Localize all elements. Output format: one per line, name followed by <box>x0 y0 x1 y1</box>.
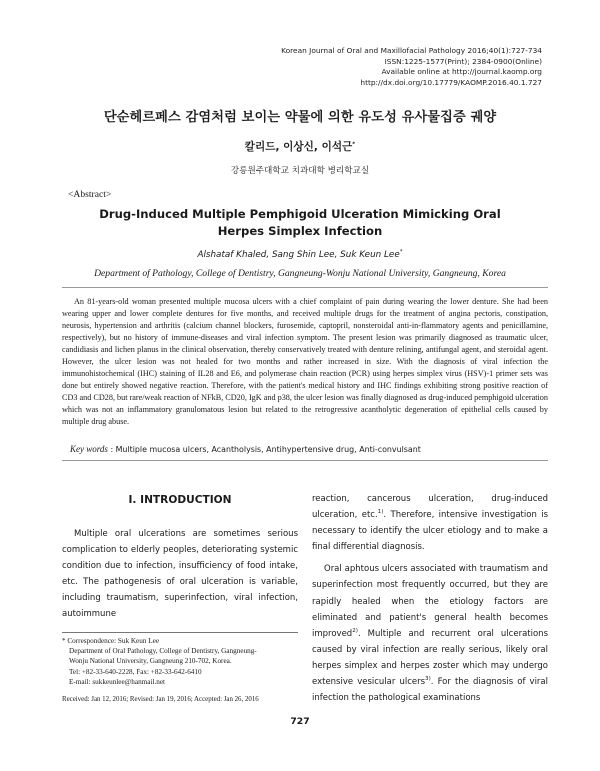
korean-author-mark: * <box>352 141 356 148</box>
intro-p2-text-b: . Therefore, intensive investigation is necessary to identify the ulcer etiology and to make a final differential diagnosis. <box>312 510 549 553</box>
footnote-line-2: Department of Oral Pathology, College of Dentistry, Gangneung- <box>69 647 257 656</box>
english-author-mark: * <box>399 249 403 256</box>
korean-title: 단순헤르페스 감염처럼 보이는 약물에 의한 유도성 유사물집증 궤양 <box>103 110 497 125</box>
english-title-line2: Herpes Simplex Infection <box>217 223 383 238</box>
footnote-line-4: Tel: +82-33-640-2228, Fax: +82-33-642-6410 <box>69 667 202 676</box>
abstract-bottom-rule <box>62 460 548 461</box>
footnote-line-1: * Correspondence: Suk Keun Lee <box>62 637 160 645</box>
received-dates: Received: Jan 12, 2016; Revised: Jan 19, 2016; Accepted: Jan 26, 2016 <box>62 696 259 703</box>
abstract-tag: <Abstract> <box>68 189 112 200</box>
journal-citation: Korean Journal of Oral and Maxillofacial Pathology 2016;40(1):727-734 <box>281 46 542 55</box>
reference-3: 3) <box>425 676 431 683</box>
korean-authors <box>0 139 600 154</box>
intro-p3-text-c: . For the diagnosis of viral infection the pathological examinations <box>312 677 548 704</box>
page-number: 727 <box>290 716 310 727</box>
intro-p2-text-a: reaction, cancerous ulceration, drug-induced ulceration, etc. <box>312 494 548 521</box>
english-affiliation: Department of Pathology, College of Dentistry, Gangneung-Wonju National University, Gangneung, Korea <box>94 268 506 279</box>
reference-2: 2) <box>352 627 358 634</box>
keywords <box>70 444 550 454</box>
keywords-list: : Multiple mucosa ulcers, Acantholysis, Antihypertensive drug, Anti-convulsant <box>110 445 421 454</box>
korean-affiliation: 강릉원주대학교 치과대학 병리학교실 <box>230 166 370 176</box>
english-title <box>0 206 600 240</box>
intro-paragraph-3 <box>312 561 548 706</box>
journal-header <box>281 46 542 88</box>
reference-1: 1) <box>377 509 384 516</box>
keywords-label: Key words <box>70 444 108 454</box>
intro-p3-text-b: . Multiple and recurrent oral ulcerations caused by viral infection are really serious, likely oral herpes simplex and herpes zoster which may undergo extensive vesicular ulcers <box>312 628 548 688</box>
english-authors <box>0 250 600 260</box>
journal-available: Available online at http://journal.kaomp.org <box>381 67 542 77</box>
intro-paragraph-1: Multiple oral ulcerations are sometimes serious complication to elderly peoples, deteriorating systemic condition due to infection, insufficiency of food intake, etc. The pathogenesis of oral ulceration is variable, including traumatism, superinfection, viral infection, autoimmune <box>62 529 298 620</box>
footnote-email: E-mail: sukkeunlee@hanmail.net <box>69 677 166 686</box>
english-author-names: Alshataf Khaled, Sang Shin Lee, Suk Keun Lee <box>197 250 400 260</box>
journal-doi: http://dx.doi.org/10.17779/KAOMP.2016.40.1.727 <box>360 77 542 87</box>
right-column <box>312 491 548 706</box>
left-column <box>62 526 298 623</box>
korean-author-names: 칼리드, 이상신, 이석근 <box>244 141 353 153</box>
footnote-line-3: Wonju National University, Gangneung 210-702, Korea. <box>69 657 232 666</box>
journal-issn: ISSN:1225-1577(Print); 2384-0900(Online) <box>384 56 542 66</box>
abstract-top-rule <box>62 287 548 288</box>
footnote-rule <box>62 632 298 633</box>
intro-paragraph-2 <box>312 491 548 555</box>
section-heading-introduction: Ⅰ. INTRODUCTION <box>128 494 232 506</box>
intro-p3-text-a: Oral aphtous ulcers associated with traumatism and superinfection most frequently occurred, but they are rapidly healed when the etiology factors are eliminated and patient's general health becomes improved <box>312 564 548 639</box>
english-title-line1: Drug-Induced Multiple Pemphigoid Ulceration Mimicking Oral <box>99 207 501 221</box>
abstract-body: An 81-years-old woman presented multiple mucosa ulcers with a chief complaint of pain during wearing the lower denture. She had been wearing upper and lower complete dentures for five months, and received multiple drugs for the treatment of angina pectoris, constipation, neurosis, hypertension and arthritis (calcium channel blockers, furosemide, captopril, nonsteroidal anti-in-flammatory agents and penicillamine, respectively), but no history of immune-diseases and viral infection symptom. The present lesion was primarily diagnosed as traumatic ulcer, candidiasis and lichen planus in the clinical observation, thereby conservatively treated with denture relining, antifungal agent, and steroidal agent. However, the ulcer lesion was not healed for two months and rather increased in size. With the diagnosis of viral infection the immunohistochemical (IHC) staining of IL28 and E6, and polymerase chain reaction (PCR) using herpes simplex virus (HSV)-1 primer sets was done but entirely showed negative reaction. Therefore, with the patient's medical history and IHC findings exhibiting strong positive reaction of CD3 and CD28, but rare/weak reaction of NFkB, CD20, IgK and p38, the ulcer lesion was finally diagnosed as drug-induced pemphigoid ulceration which was not an inflammatory granulomatous lesion but related to the retrogressive acantholytic degeneration of epithelial cells caused by multiple drug abuse. <box>62 297 548 426</box>
correspondence-footnote <box>62 636 302 687</box>
